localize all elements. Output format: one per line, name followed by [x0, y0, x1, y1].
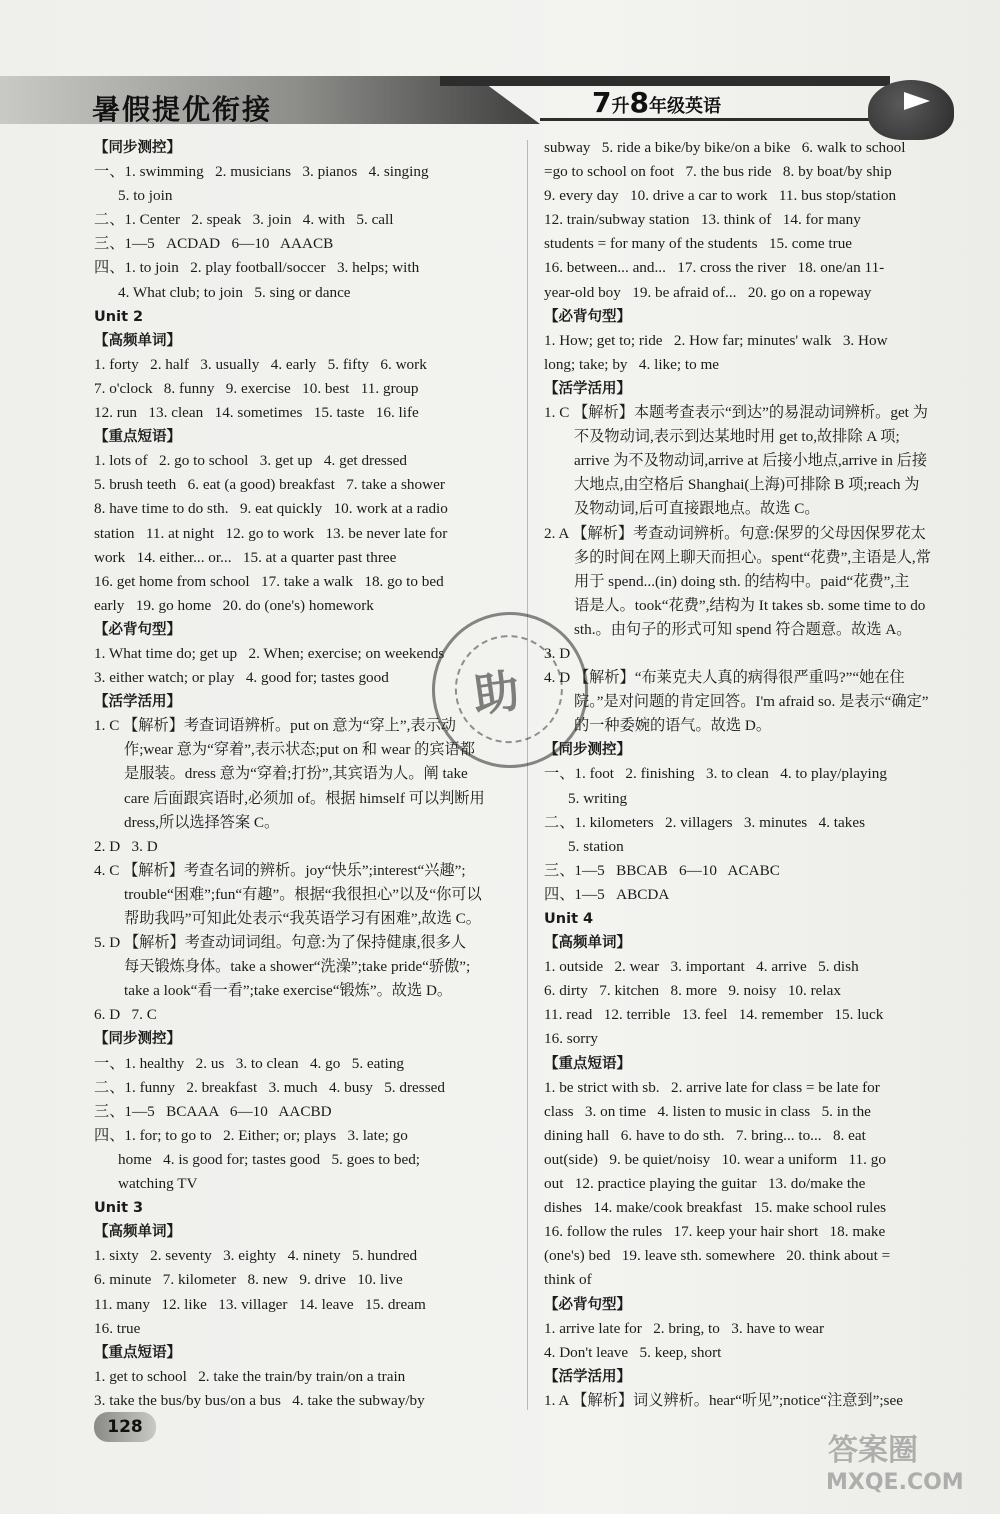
- page-number: 128: [94, 1412, 156, 1442]
- grade-label: [592, 86, 721, 119]
- answer-line: 16. follow the rules 17. keep your hair short 18. make: [544, 1223, 886, 1241]
- answer-line: work 14. either... or... 15. at a quarter past three: [94, 548, 397, 566]
- answer-line: 二、1. kilometers 2. villagers 3. minutes 4. takes: [544, 813, 865, 831]
- answer-line: (one's) bed 19. leave sth. somewhere 20. think about =: [544, 1247, 891, 1265]
- answer-line: 6. D 7. C: [94, 1006, 157, 1024]
- section-heading: 【必背句型】: [94, 621, 181, 638]
- answer-line: class 3. on time 4. listen to music in class 5. in the: [544, 1102, 871, 1120]
- answer-line: 用于 spend...(in) doing sth. 的结构中。paid“花费”,主: [574, 572, 910, 590]
- answer-line: 16. get home from school 17. take a walk 18. go to bed: [94, 572, 444, 590]
- unit-heading: Unit 4: [544, 911, 594, 927]
- answer-line: think of: [544, 1271, 592, 1289]
- column-divider: [527, 140, 528, 1410]
- answer-line: dress,所以选择答案 C。: [124, 813, 280, 831]
- answer-line: 1. arrive late for 2. bring, to 3. have to wear: [544, 1319, 825, 1337]
- section-heading: 【活学活用】: [544, 380, 631, 397]
- answer-line: 3. take the bus/by bus/on a bus 4. take the subway/by: [94, 1391, 425, 1409]
- answer-line: 三、1—5 BCAAA 6—10 AACBD: [94, 1102, 332, 1120]
- unit-heading: Unit 3: [94, 1200, 144, 1217]
- answer-line: 5. station: [568, 837, 624, 855]
- answer-line: station 11. at night 12. go to work 13. be never late for: [94, 524, 448, 542]
- answer-line: out 12. practice playing the guitar 13. do/make the: [544, 1175, 866, 1193]
- answer-line: 3. D: [544, 644, 571, 662]
- answer-line: 四、1. for; to go to 2. Either; or; plays 3. late; go: [94, 1126, 408, 1144]
- answer-line: 2. D 3. D: [94, 837, 158, 855]
- right-column: [544, 136, 964, 1413]
- grade-subject: 年级英语: [648, 96, 721, 117]
- answer-line: 三、1—5 BBCAB 6—10 ACABC: [544, 861, 780, 879]
- answer-line: arrive 为不及物动词,arrive at 后接小地点,arrive in 后接: [574, 452, 928, 470]
- answer-line: 一、1. foot 2. finishing 3. to clean 4. to play/playing: [544, 765, 887, 783]
- site-url-watermark: MXQE.COM: [826, 1470, 964, 1495]
- answer-line: 16. sorry: [544, 1030, 598, 1048]
- answer-line: 1. A 【解析】词义辨析。hear“听见”;notice“注意到”;see: [544, 1391, 903, 1409]
- answer-line: home 4. is good for; tastes good 5. goes to bed;: [118, 1150, 421, 1168]
- answer-line: 1. How; get to; ride 2. How far; minutes' walk 3. How: [544, 331, 888, 349]
- answer-line: 11. read 12. terrible 13. feel 14. remember 15. luck: [544, 1006, 884, 1024]
- answer-line: watching TV: [118, 1175, 198, 1193]
- answer-line: 1. C 【解析】考查词语辨析。put on 意为“穿上”,表示动: [94, 717, 456, 735]
- answer-line: long; take; by 4. like; to me: [544, 355, 720, 373]
- answer-line: 5. writing: [568, 789, 628, 807]
- answer-line: 的一种委婉的语气。故选 D。: [574, 717, 772, 735]
- answer-line: 4. What club; to join 5. sing or dance: [118, 283, 351, 301]
- section-heading: 【同步测控】: [94, 140, 181, 156]
- answer-line: 作;wear 意为“穿着”,表示状态;put on 和 wear 的宾语都: [124, 741, 475, 759]
- answer-line: 1. lots of 2. go to school 3. get up 4. get dressed: [94, 452, 407, 470]
- answer-line: 4. D 【解析】“布莱克夫人真的病得很严重吗?”“她在住: [544, 669, 905, 687]
- section-heading: 【重点短语】: [544, 1055, 631, 1072]
- site-watermark: 答案圈: [828, 1433, 918, 1468]
- unit-heading: Unit 2: [94, 308, 144, 325]
- answer-line: 1. C 【解析】本题考查表示“到达”的易混动词辨析。get 为: [544, 404, 928, 422]
- answer-line: 12. run 13. clean 14. sometimes 15. taste 16. life: [94, 404, 419, 422]
- answer-line: 不及物动词,表示到达某地时用 get to,故排除 A 项;: [574, 428, 900, 446]
- answer-line: dishes 14. make/cook breakfast 15. make school rules: [544, 1199, 887, 1217]
- grade-to: 8: [629, 86, 649, 119]
- answer-line: 院。”是对问题的肯定回答。I'm afraid so. 是表示“确定”: [574, 693, 929, 711]
- answer-line: 二、1. Center 2. speak 3. join 4. with 5. call: [94, 211, 394, 229]
- answer-line: 11. many 12. like 13. villager 14. leave 15. dream: [94, 1295, 426, 1313]
- answer-line: 3. either watch; or play 4. good for; tastes good: [94, 669, 389, 687]
- answer-line: 1. forty 2. half 3. usually 4. early 5. fifty 6. work: [94, 355, 427, 373]
- answer-line: 四、1—5 ABCDA: [544, 885, 670, 903]
- answer-line: sth.。由句子的形式可知 spend 符合题意。故选 A。: [574, 620, 912, 638]
- section-heading: 【重点短语】: [94, 1344, 181, 1361]
- answer-line: 四、1. to join 2. play football/soccer 3. helps; with: [94, 259, 420, 277]
- answer-line: 大地点,由空格后 Shanghai(上海)可排除 B 项;reach 为: [574, 476, 920, 494]
- answer-line: 语是人。took“花费”,结构为 It takes sb. some time to do: [574, 596, 926, 614]
- answer-line: 9. every day 10. drive a car to work 11. bus stop/station: [544, 187, 897, 205]
- answer-line: 1. be strict with sb. 2. arrive late for class = be late for: [544, 1078, 880, 1096]
- answer-line: 是服装。dress 意为“穿着;打扮”,其宾语为人。阐 take: [124, 765, 468, 783]
- answer-line: 一、1. swimming 2. musicians 3. pianos 4. singing: [94, 163, 429, 181]
- left-column: [94, 136, 514, 1413]
- answer-line: early 19. go home 20. do (one's) homework: [94, 596, 374, 614]
- answer-line: 5. D 【解析】考查动词词组。句意:为了保持健康,很多人: [94, 934, 467, 952]
- answer-line: year-old boy 19. be afraid of... 20. go on a ropeway: [544, 283, 872, 301]
- answer-line: 5. brush teeth 6. eat (a good) breakfast 7. take a shower: [94, 476, 445, 494]
- answer-line: out(side) 9. be quiet/noisy 10. wear a uniform 11. go: [544, 1150, 886, 1168]
- section-heading: 【同步测控】: [544, 742, 631, 759]
- section-heading: 【高频单词】: [94, 1224, 181, 1241]
- header-band-dark: [440, 76, 890, 86]
- answer-line: 1. outside 2. wear 3. important 4. arrive 5. dish: [544, 958, 859, 976]
- answer-line: 三、1—5 ACDAD 6—10 AAACB: [94, 235, 334, 253]
- section-heading: 【高频单词】: [544, 935, 631, 952]
- stamp-glyph: 助: [469, 663, 523, 723]
- answer-line: =go to school on foot 7. the bus ride 8. by boat/by ship: [544, 163, 892, 181]
- answer-line: trouble“困难”;fun“有趣”。根据“我很担心”以及“你可以: [124, 885, 482, 903]
- answer-line: students = for many of the students 15. come true: [544, 235, 853, 253]
- answer-line: 12. train/subway station 13. think of 14. for many: [544, 211, 861, 229]
- answer-line: 4. C 【解析】考查名词的辨析。joy“快乐”;interest“兴趣”;: [94, 861, 466, 879]
- book-title: 暑假提优衔接: [92, 93, 273, 126]
- answer-line: take a look“看一看”;take exercise“锻炼”。故选 D。: [124, 982, 453, 1000]
- answer-line: subway 5. ride a bike/by bike/on a bike 6. walk to school: [544, 139, 906, 156]
- section-heading: 【活学活用】: [544, 1368, 631, 1385]
- answer-line: 1. What time do; get up 2. When; exercise; on weekends: [94, 644, 445, 662]
- arrow-logo-icon: [868, 80, 954, 140]
- answer-line: 5. to join: [118, 187, 173, 205]
- answer-line: 1. sixty 2. seventy 3. eighty 4. ninety 5. hundred: [94, 1247, 418, 1265]
- answer-line: 每天锻炼身体。take a shower“洗澡”;take pride“骄傲”;: [124, 958, 471, 976]
- answer-line: 6. minute 7. kilometer 8. new 9. drive 10. live: [94, 1271, 403, 1289]
- page-header: [0, 70, 1000, 140]
- answer-line: 4. Don't leave 5. keep, short: [544, 1343, 722, 1361]
- section-heading: 【必背句型】: [544, 308, 631, 325]
- answer-line: 2. A 【解析】考查动词辨析。句意:保罗的父母因保罗花太: [544, 524, 926, 542]
- section-heading: 【活学活用】: [94, 694, 181, 711]
- answer-line: 6. dirty 7. kitchen 8. more 9. noisy 10. relax: [544, 982, 841, 1000]
- answer-line: 16. between... and... 17. cross the river 18. one/an 11-: [544, 259, 885, 277]
- answer-line: 一、1. healthy 2. us 3. to clean 4. go 5. eating: [94, 1054, 405, 1072]
- answer-line: 及物动词,后可直接跟地点。故选 C。: [574, 500, 820, 518]
- grade-rise: 升: [611, 96, 630, 117]
- section-heading: 【同步测控】: [94, 1031, 181, 1048]
- section-heading: 【重点短语】: [94, 429, 181, 446]
- answer-line: 1. get to school 2. take the train/by train/on a train: [94, 1367, 406, 1385]
- answer-line: 8. have time to do sth. 9. eat quickly 10. work at a radio: [94, 500, 448, 518]
- answer-line: 7. o'clock 8. funny 9. exercise 10. best 11. group: [94, 379, 419, 397]
- grade-from: 7: [592, 86, 612, 119]
- answer-line: care 后面跟宾语时,必须加 of。根据 himself 可以判断用: [124, 789, 485, 807]
- answer-line: 帮助我吗”可知此处表示“我英语学习有困难”,故选 C。: [124, 910, 481, 927]
- section-heading: 【高频单词】: [94, 332, 181, 349]
- answer-line: dining hall 6. have to do sth. 7. bring... to... 8. eat: [544, 1126, 866, 1144]
- answer-line: 二、1. funny 2. breakfast 3. much 4. busy 5. dressed: [94, 1078, 445, 1096]
- section-heading: 【必背句型】: [544, 1296, 631, 1313]
- answer-line: 多的时间在网上聊天而担心。spent“花费”,主语是人,常: [574, 548, 931, 566]
- answer-line: 16. true: [94, 1319, 141, 1337]
